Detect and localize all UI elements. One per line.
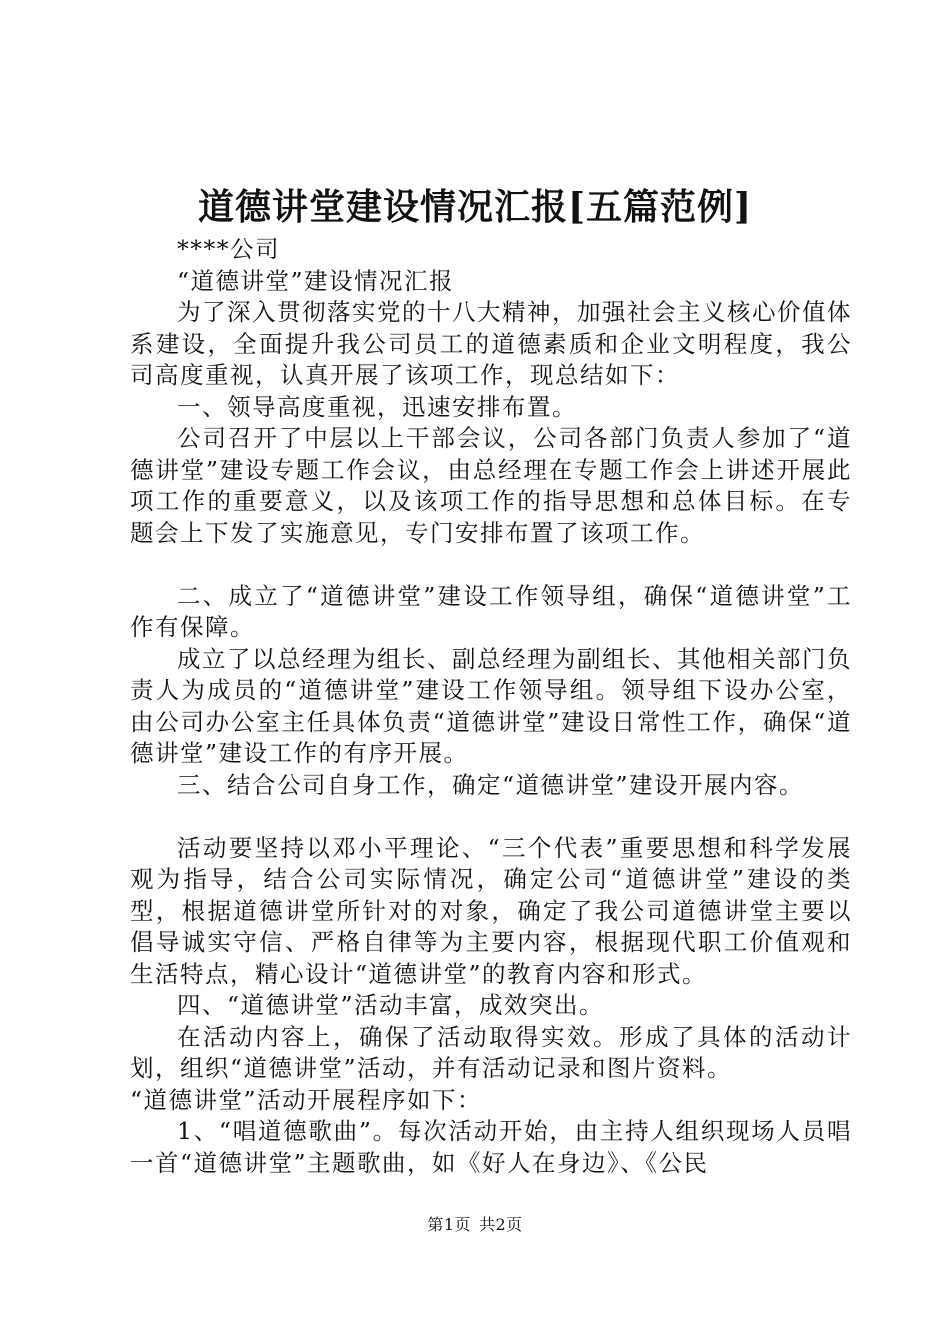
document-body [130,234,852,1179]
paragraph: 四、“道德讲堂”活动丰富，成效突出。 [177,991,605,1019]
blank-line [130,549,852,581]
paragraph: 活动要坚持以邓小平理论、“三个代表”重要思想和科学发展观为指导，结合公司实际情况，确定公司“道德讲堂”建设的类型，根据道德讲堂所针对的对象，确定了我公司道德讲堂主要以倡导诚实守信、严格自律等为主要内容，根据现代职工价值观和生活特点，精心设计“道德讲堂”的教育内容和形式。 [130,833,852,988]
paragraph: 在活动内容上，确保了活动取得实效。形成了具体的活动计划，组织“道德讲堂”活动，并有活动记录和图片资料。 [130,1022,852,1082]
paragraph: 成立了以总经理为组长、副总经理为副组长、其他相关部门负责人为成员的“道德讲堂”建设工作领导组。领导组下设办公室，由公司办公室主任具体负责“道德讲堂”建设日常性工作，确保“道德讲堂”建设工作的有序开展。 [130,644,852,767]
paragraph: 为了深入贯彻落实党的十八大精神，加强社会主义核心价值体系建设，全面提升我公司员工的道德素质和企业文明程度，我公司高度重视，认真开展了该项工作，现总结如下： [130,298,852,389]
page-total: 共2页 [479,1215,523,1234]
paragraph: 一、领导高度重视，迅速安排布置。 [177,392,577,421]
paragraph: 1、“唱道德歌曲”。每次活动开始，由主持人组织现场人员唱一首“道德讲堂”主题歌曲，如《好人在身边》、《公民 [130,1117,852,1177]
page-footer [0,1214,950,1236]
paragraph: “道德讲堂”活动开展程序如下： [130,1085,483,1114]
page-number: 第1页 [427,1215,471,1234]
document-title: 道德讲堂建设情况汇报[五篇范例] [197,186,753,228]
paragraph: 三、结合公司自身工作，确定“道德讲堂”建设开展内容。 [177,770,805,799]
paragraph: 二、成立了“道德讲堂”建设工作领导组，确保“道德讲堂”工作有保障。 [130,581,852,641]
paragraph: 公司召开了中层以上干部会议，公司各部门负责人参加了“道德讲堂”建设专题工作会议，由总经理在专题工作会上讲述开展此项工作的重要意义，以及该项工作的指导思想和总体目标。在专题会上下发了实施意见，专门安排布置了该项工作。 [130,424,852,547]
paragraph: ****公司 [177,235,280,263]
blank-line [130,801,852,833]
paragraph: “道德讲堂”建设情况汇报 [177,266,455,295]
